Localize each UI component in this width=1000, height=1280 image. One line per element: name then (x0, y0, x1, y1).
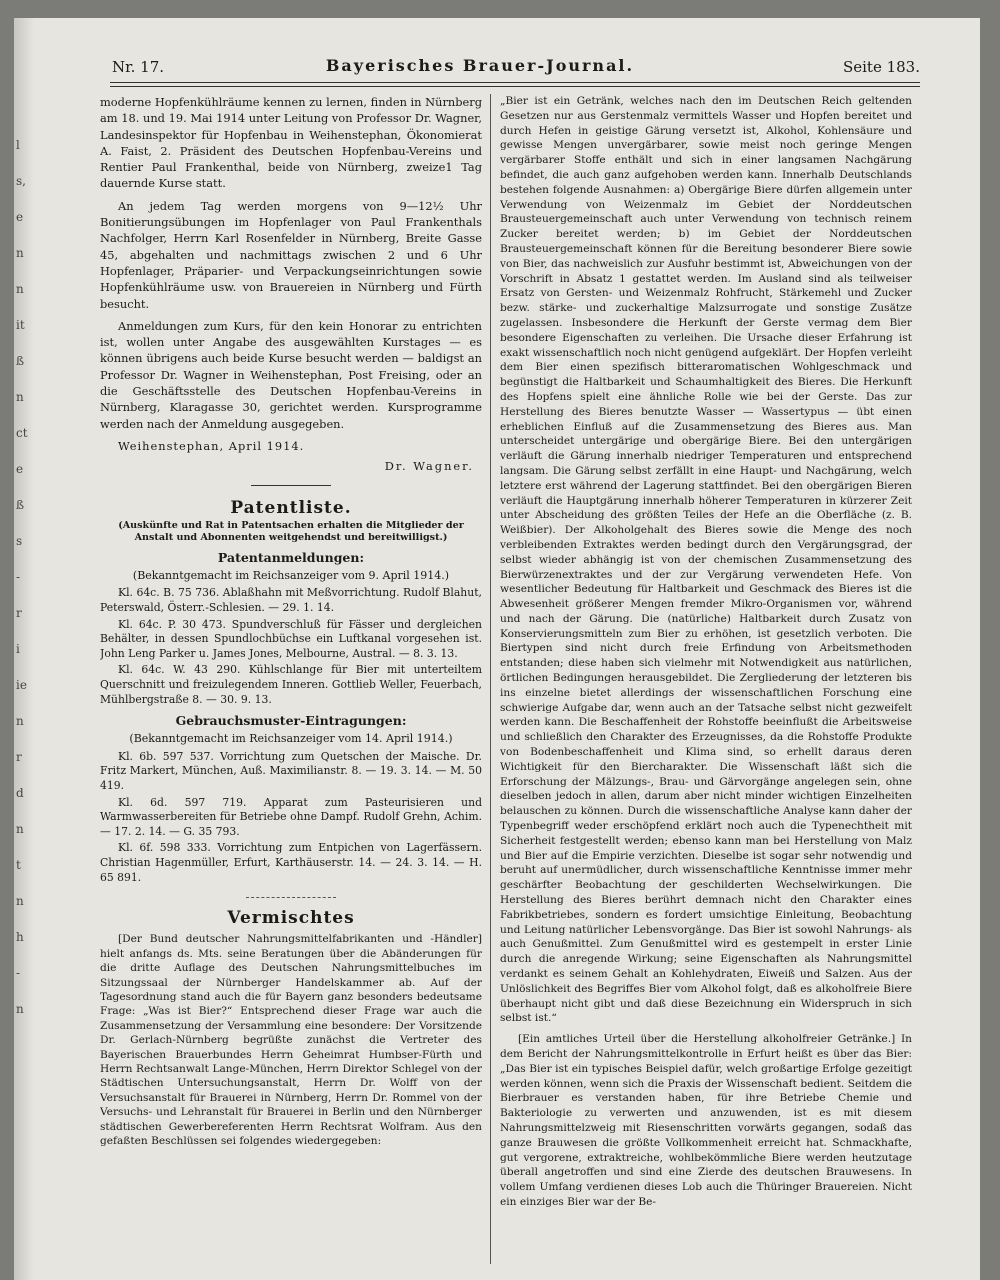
left-column (100, 94, 482, 1264)
utility-model-entry: Kl. 6d. 597 719. Apparat zum Pasteurisieren und Warmwasserbereiten für Betriebe ohne Dampf. Rudolf Grehn, Achim. — 17. 2. 14. — G. 35 793. (100, 795, 482, 838)
section-divider (251, 485, 331, 486)
beer-definition-paragraph: „Bier ist ein Getränk, welches nach den im Deutschen Reich geltenden Gesetzen nur aus Gerstenmalz vermittels Wasser und Hopfen bereitet und durch Hefen in geistige Gärung versetzt ist, Alkohol, Kohlensäure und gewisse Mengen unvergärbarer, sowie meist noch geringe Mengen vergärbarer Stoffe enthält und sich in einer langsamen Nachgärung befindet, die auch ganz aufgehoben werden kann. Innerhalb Deutschlands bestehen folgende Ausnahmen: a) Obergärige Biere dürfen allgemein unter Verwendung von Weizenmalz im Gebiet der Norddeutschen Brausteuergemeinschaft auch unter Verwendung von technisch reinem Zucker bereitet werden; b) im Gebiet der Norddeutschen Brausteuergemeinschaft können für die Bereitung besonderer Biere sowie von Bier, das nachweislich zur Ausfuhr bestimmt ist, Abweichungen von der Vorschrift in Absatz 1 gestattet werden. Im Ausland sind als teilweiser Ersatz von Gersten- und Weizenmalz Rohfrucht, Stärkemehl und Zucker bezw. stärke- und zuckerhaltige Malzsurrogate und sonstige Zusätze zugelassen. Insbesondere die Herkunft der Gerste vermag dem Bier besondere Eigenschaften zu verleihen. Die Ursache dieser Erfahrung ist exakt wissenschaftlich noch nicht genügend aufgeklärt. Der Hopfen verleiht dem Bier einen spezifisch bitteraromatischen Wohlgeschmack und begünstigt die Haltbarkeit und Schaumhaltigkeit des Bieres. Die Herkunft des Hopfens spielt eine ähnliche Rolle wie bei der Gerste. Das zur Herstellung des Bieres benutzte Wasser — Wassertypus — übt einen erheblichen Einfluß auf die Zusammensetzung des Bieres aus. Man unterscheidet untergärige und obergärige Biere. Bei den untergärigen verläuft die Gärung innerhalb niedriger Temperaturen und entsprechend langsam. Die Gärung selbst zerfällt in eine Haupt- und Nachgärung, welch letztere erst während der Lagerung stattfindet. Bei den obergärigen Bieren verläuft die Hauptgärung innerhalb höherer Temperaturen in kürzerer Zeit unter Abscheidung des größten Teiles der Hefe an die Oberfläche (z. B. Weißbier). Der Alkoholgehalt des Bieres sowie die Menge des noch verbleibenden Extraktes werden bedingt durch den Vergärungsgrad, der selbst wieder abhängig ist von der chemischen Zusammensetzung des Bierwürzenextraktes und der zur Vergärung verwendeten Hefe. Von wesentlicher Bedeutung für Haltbarkeit und Geschmack des Bieres ist die Abwesenheit größerer Mengen fremder Mikro-Organismen vor, während und nach der Gärung. Die (natürliche) Haltbarkeit durch Zusatz von Konservierungsmitteln zum Bier zu erhöhen, ist gesetzlich verboten. Die Biertypen sind nicht durch freie Erfindung von Arbeitsmethoden entstanden; diese haben sich vielmehr mit Notwendigkeit aus natürlichen, örtlichen Bedingungen herausgebildet. Die Zergliederung der letzteren bis ins einzelne bietet allerdings der wissenschaftlichen Forschung eine schwierige Aufgabe dar, wenn auch an der Tatsache selbst nicht gezweifelt werden kann. Die Beschaffenheit der Rohstoffe beeinflußt die Arbeitsweise und schließlich den Charakter des Erzeugnisses, da die Rohstoffe Produkte von Bodenbeschaffenheit und Klima sind, so erhellt daraus deren Wichtigkeit für den Biercharakter. Die Wissenschaft läßt sich die Erforschung der Mälzungs-, Brau- und Gärvorgänge angelegen sein, ohne dieselben jedoch in allen, darum aber nicht minder wichtigen Einzelheiten belauschen zu können. Durch die wissenschaftliche Analyse kann daher der Typenbegriff weder erschöpfend erklärt noch auch die Typenechtheit mit Sicherheit festgestellt werden; ebenso kann man bei Herstellung von Malz und Bier auf die Empirie verzichten. Dieselbe ist sogar sehr notwendig und beruht auf unermüdlicher, durch wissenschaftliche Kenntnisse immer mehr geschärfter Beobachtung der geschilderten Wechselwirkungen. Die Herstellung des Bieres berührt demnach nicht den Charakter eines Fabrikbetriebes, sondern es fordert umsichtige Einleitung, Beobachtung und Leitung natürlicher Lebensvorgänge. Das Bier ist sowohl Nahrungs- als auch Genußmittel. Zum Genußmittel wird es gestempelt in erster Linie durch die anregende Wirkung; seine Eigenschaften als Nahrungsmittel verdankt es seinem Gehalt an Kohlehydraten, Eiweiß und Salzen. Aus der Unlöslichkeit des Begriffes Bier vom Alkohol folgt, daß es alkoholfreie Biere überhaupt nicht gibt und daß diese Bezeichnung ein Widerspruch in sich selbst ist.“ (500, 95, 912, 1025)
course-paragraph-3: Anmeldungen zum Kurs, für den kein Honorar zu entrichten ist, wollen unter Angabe des ausgewählten Kurstages — es können übrigens auch beide Kurse besucht werden — baldigst an Professor Dr. Wagner in Weihenstephan, Post Freising, oder an die Geschäftsstelle des Deutschen Hopfenbau-Vereins in Nürnberg, Klaragasse 30, gerichtet werden. Kursprogramme werden nach der Anmeldung ausgegeben. (100, 318, 482, 431)
gutter-char: h (16, 930, 24, 944)
patent-entry: Kl. 64c. B. 75 736. Ablaßhahn mit Meßvorrichtung. Rudolf Blahut, Peterswald, Österr.-Schlesien. — 29. 1. 14. (100, 586, 482, 615)
issue-number: Nr. 17. (112, 58, 165, 76)
place-date: Weihenstephan, April 1914. (118, 438, 305, 453)
header-rule-second (110, 86, 920, 87)
gutter-char: n (16, 714, 24, 728)
course-paragraph-1: moderne Hopfenkühlräume kennen zu lernen, finden in Nürnberg am 18. und 19. Mai 1914 unter Leitung von Professor Dr. Wagner, Landesinspektor für Hopfenbau in Weihenstephan, Ökonomierat A. Faist, 2. Präsident des Deutschen Hopfenbau-Vereins und Rentier Paul Frankenthal, beide von Nürnberg, zweize1 Tag dauernde Kurse statt. (100, 95, 482, 191)
gutter-char: l (16, 138, 20, 152)
gutter-char: n (16, 1002, 24, 1016)
utility-model-entry: Kl. 6f. 598 333. Vorrichtung zum Entpichen von Lagerfässern. Christian Hagenmüller, Erfurt, Karthäuserstr. 14. — 24. 3. 14. — H. 65 891. (100, 841, 482, 884)
gutter-char: n (16, 822, 24, 836)
page-header (40, 54, 920, 84)
gutter-char: it (16, 318, 25, 332)
gutter-char: r (16, 606, 22, 620)
gutter-char: n (16, 894, 24, 908)
gutter-char: n (16, 390, 24, 404)
gutter-char: ie (16, 678, 27, 692)
adjacent-page-edge (14, 18, 34, 1280)
miscellaneous-paragraph: [Der Bund deutscher Nahrungsmittelfabrikanten und -Händler] hielt anfangs ds. Mts. seine Beratungen über die Abänderungen für die dritte Auflage des Deutschen Nahrungsmittelbuches im Sitzungssaal der Nürnberger Handelskammer ab. Auf der Tagesordnung stand auch die für Bayern ganz besonders bedeutsame Frage: „Was ist Bier?“ Entsprechend dieser Frage war auch die Zusammensetzung der Versammlung eine besondere: Der Vorsitzende Dr. Gerlach-Nürnberg begrüßte zunächst die Vertreter des Bayerischen Brauerbundes Herrn Geheimrat Humbser-Fürth und Herrn Rechtsanwalt Lange-München, Herrn Direktor Schlegel von der Städtischen Untersuchungsanstalt, Herrn Dr. Wolff von der Versuchsanstalt für Brauerei in Nürnberg, Herrn Dr. Rommel von der Versuchs- und Lehranstalt für Brauerei in Berlin und den Nürnberger städtischen Gewerbereferenten Herrn Rechtsrat Wolfram. Aus den gefaßten Beschlüssen sei folgendes wiedergegeben: (100, 933, 482, 1148)
header-rule (110, 82, 920, 83)
utility-model-title: Gebrauchsmuster-Eintragungen: (175, 713, 407, 729)
official-judgement-paragraph: [Ein amtliches Urteil über die Herstellung alkoholfreier Getränke.] In dem Bericht der Nahrungsmittelkontrolle in Erfurt heißt es über das Bier: „Das Bier ist ein typisches Beispiel dafür, welch großartige Erfolge gezeitigt werden können, wenn sich die Praxis der Wissenschaft bedient. Seitdem die Bierbrauer es verstanden haben, für ihre Betriebe Chemie und Bakteriologie zu verwerten und anzuwenden, ist es mit diesem Nahrungsmittelzweig mit Riesenschritten vorwärts gegangen, sodaß das ganze Brauwesen die größte Vollkommenheit erreicht hat. Schmackhafte, gut vergorene, extraktreiche, wohlbekömmliche Biere werden heutzutage überall angetroffen und sind eine Zierde des deutschen Brauwesens. In vollem Umfang verdienen dieses Lob auch die Thüringer Brauereien. Nicht ein einziges Bier war der Be- (500, 1033, 912, 1208)
patent-entry: Kl. 64c. P. 30 473. Spundverschluß für Fässer und dergleichen Behälter, in dessen Spundlochbüchse ein Luftkanal vorgesehen ist. John Leng Parker u. James Jones, Melbourne, Austral. — 8. 3. 13. (100, 617, 482, 660)
section-divider (246, 897, 336, 898)
gutter-char: s, (16, 174, 26, 188)
patent-applications-title: Patentanmeldungen: (217, 549, 365, 565)
course-paragraph-2: An jedem Tag werden morgens von 9—12½ Uhr Bonitierungsübungen im Hopfenlager von Paul Frankenthals Nachfolger, Herrn Karl Rosenfelder in Nürnberg, Breite Gasse 45, abgehalten und nachmittags zwischen 2 und 6 Uhr Hopfenlager, Präparier- und Verpackungseinrichtungen sowie Hopfenkühlräume usw. von Brauereien in Nürnberg und Fürth besucht. (100, 198, 482, 311)
gutter-char: n (16, 246, 24, 260)
gutter-char: e (16, 210, 24, 224)
patent-entry: Kl. 64c. W. 43 290. Kühlschlange für Bier mit unterteiltem Querschnitt und freizulegendem Inneren. Gottlieb Weller, Feuerbach, Mühlbergstraße 8. — 30. 9. 13. (100, 663, 482, 706)
right-column (500, 94, 912, 1264)
gutter-char: e (16, 462, 24, 476)
gutter-char: s (16, 534, 23, 548)
gutter-char: i (16, 642, 20, 656)
gutter-char: d (16, 786, 24, 800)
miscellaneous-title: Vermischtes (227, 908, 355, 929)
journal-page (14, 18, 980, 1280)
gutter-char: ct (16, 426, 28, 440)
patent-applications-announcement: (Bekanntgemacht im Reichsanzeiger vom 9. April 1914.) (132, 569, 450, 583)
page-number: Seite 183. (842, 58, 920, 76)
journal-title: Bayerisches Brauer-Journal. (325, 56, 635, 75)
gutter-char: n (16, 282, 24, 296)
column-separator (490, 94, 491, 1264)
utility-model-entry: Kl. 6b. 597 537. Vorrichtung zum Quetschen der Maische. Dr. Fritz Markert, München, Auß. Maximilianstr. 8. — 19. 3. 14. — M. 50 419. (100, 749, 482, 792)
gutter-char: - (16, 966, 21, 980)
gutter-char: ß (16, 354, 25, 368)
utility-model-announcement: (Bekanntgemacht im Reichsanzeiger vom 14. April 1914.) (129, 732, 453, 746)
patent-list-note: (Auskünfte und Rat in Patentsachen erhalten die Mitglieder der Anstalt und Abonnenten weitgehendst und bereitwilligst.) (118, 519, 464, 543)
gutter-char: t (16, 858, 21, 872)
gutter-char: r (16, 750, 22, 764)
gutter-char: - (16, 570, 21, 584)
patent-list-title: Patentliste. (230, 497, 352, 518)
signature: Dr. Wagner. (384, 459, 474, 474)
gutter-char: ß (16, 498, 25, 512)
